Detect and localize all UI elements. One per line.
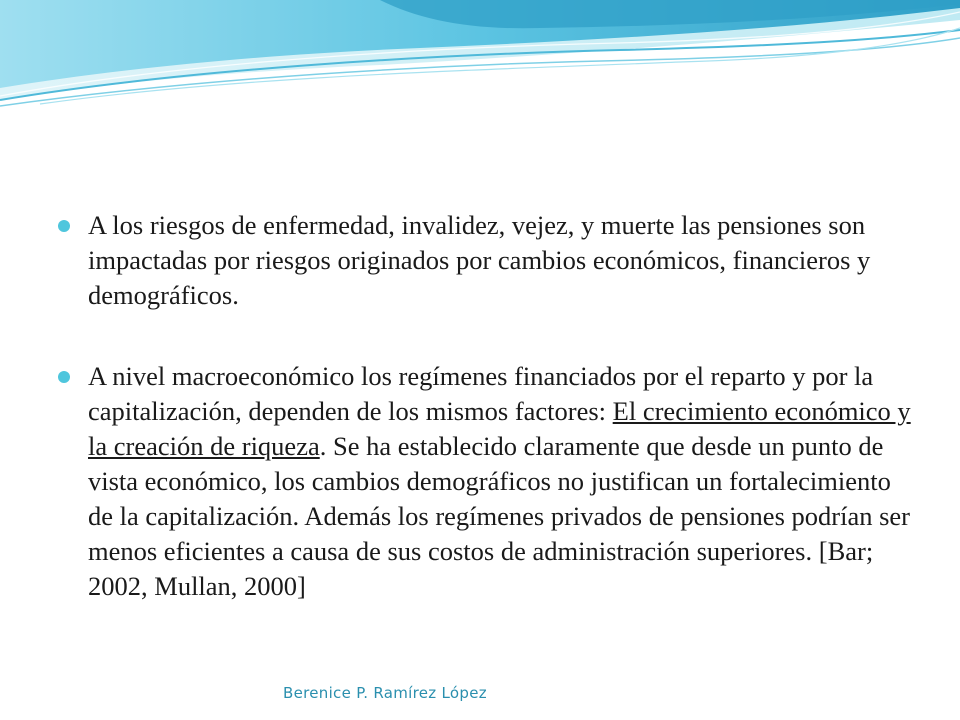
bullet-text-2-after: . Se ha establecido claramente que desde un punto de vista económico, los cambios demográficos no justifican un fortalecimiento de la capitalización. Además los regímenes privados de pensiones podrían ser menos eficientes a causa de sus costos de administración superiores. [Bar; 2002, Mullan, 2000] [88,431,910,601]
bullet-dot-icon [58,371,70,383]
bullet-list [58,208,918,604]
bullet-text-2-underlined: El crecimiento económico y la creación de riqueza [88,396,911,461]
bullet-item-2 [58,359,918,604]
header-wave-decoration [0,0,960,130]
bullet-text-1: A los riesgos de enfermedad, invalidez, vejez, y muerte las pensiones son impactadas por riesgos originados por cambios económicos, financieros y demográficos. [88,210,871,310]
bullet-dot-icon [58,220,70,232]
bullet-item-1 [58,208,918,313]
footer-author: Berenice P. Ramírez López [283,684,487,702]
bullet-text-2-before: A nivel macroeconómico los regímenes financiados por el reparto y por la capitalización, dependen de los mismos factores: [88,361,874,426]
